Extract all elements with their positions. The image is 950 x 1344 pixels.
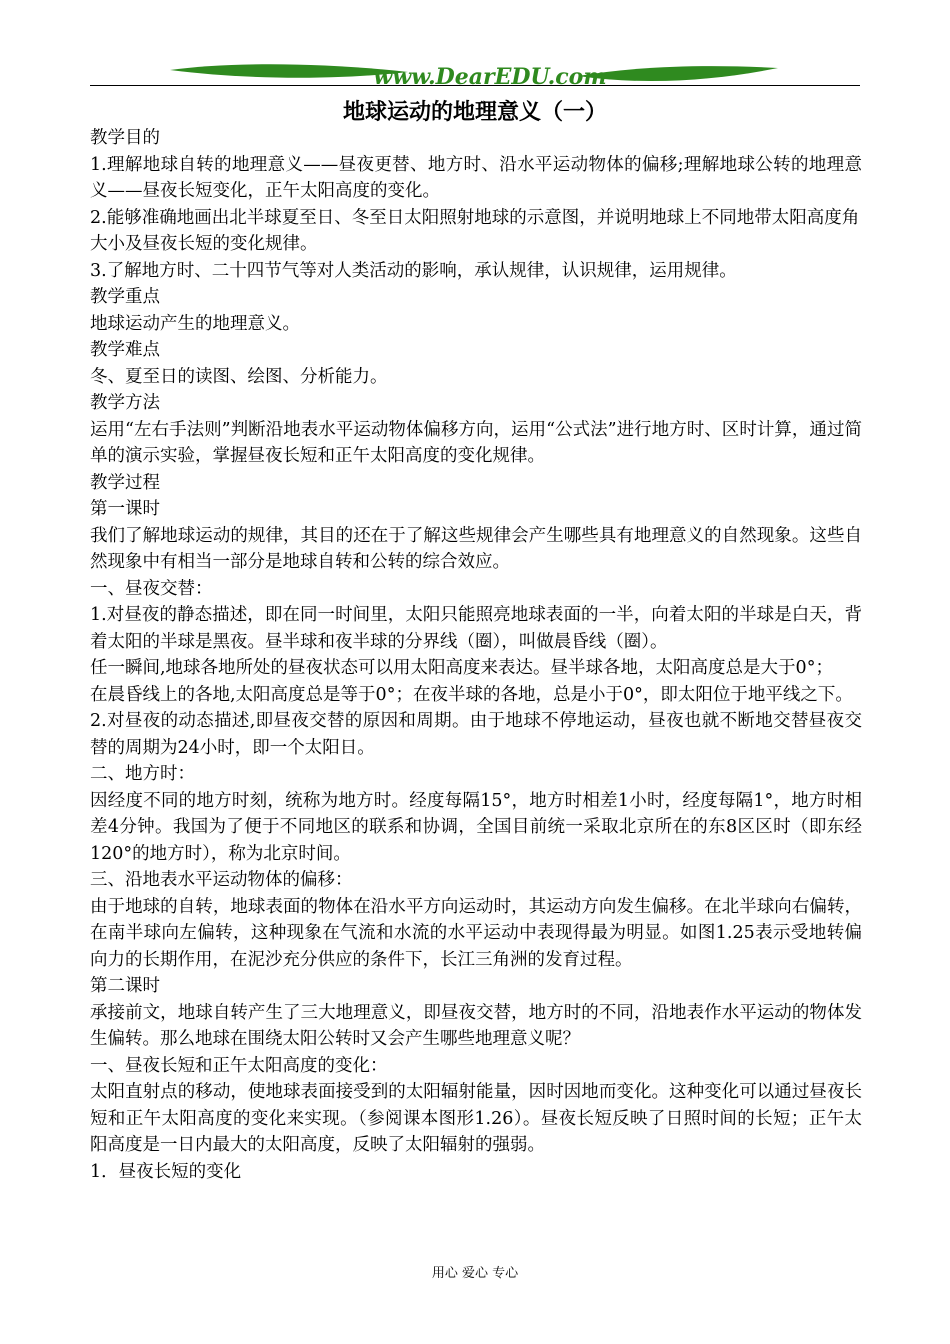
paragraph: 因经度不同的地方时刻，统称为地方时。经度每隔15°，地方时相差1小时，经度每隔1°，地方时相差4分钟。我国为了便于不同地区的联系和协调，全国目前统一采取北京所在的东8区区时（即东经120°的地方时），称为北京时间。 <box>90 790 862 864</box>
paragraph: 地球运动产生的地理意义。 <box>90 313 300 334</box>
document-body <box>90 125 862 1185</box>
paragraph: 教学难点 <box>90 340 160 360</box>
paragraph: 教学重点 <box>90 287 160 307</box>
paragraph: 由于地球的自转，地球表面的物体在沿水平方向运动时，其运动方向发生偏移。在北半球向右偏转，在南半球向左偏转，这种现象在气流和水流的水平运动中表现得最为明显。如图1.25表示受地转偏向力的长期作用，在泥沙充分供应的条件下，长江三角洲的发育过程。 <box>90 896 862 970</box>
paragraph: 承接前文，地球自转产生了三大地理意义，即昼夜交替，地方时的不同，沿地表作水平运动的物体发生偏转。那么地球在围绕太阳公转时又会产生哪些地理意义呢？ <box>90 1002 862 1049</box>
paragraph: 一、昼夜长短和正午太阳高度的变化： <box>90 1055 388 1076</box>
paragraph: 1.对昼夜的静态描述，即在同一时间里，太阳只能照亮地球表面的一半，向着太阳的半球是白天，背着太阳的半球是黑夜。昼半球和夜半球的分界线（圈），叫做晨昏线（圈）。 <box>90 605 862 652</box>
paragraph: 二、地方时： <box>90 764 195 784</box>
right-swoosh <box>578 66 778 81</box>
paragraph: 第一课时 <box>90 499 160 519</box>
paragraph: 1.理解地球自转的地理意义——昼夜更替、地方时、沿水平运动物体的偏移;理解地球公转的地理意义——昼夜长短变化，正午太阳高度的变化。 <box>90 154 862 201</box>
paragraph: 3.了解地方时、二十四节气等对人类活动的影响，承认规律，认识规律，运用规律。 <box>90 260 737 281</box>
paragraph: 冬、夏至日的读图、绘图、分析能力。 <box>90 366 388 387</box>
header-rule <box>90 85 860 86</box>
paragraph: 大小及昼夜长短的变化规律。 <box>90 234 318 254</box>
left-swoosh <box>170 64 408 78</box>
paragraph: 太阳直射点的移动，使地球表面接受到的太阳辐射能量，因时因地而变化。这种变化可以通过昼夜长短和正午太阳高度的变化来实现。（参阅课本图形1.26）。昼夜长短反映了日照时间的长短；正午太阳高度是一日内最大的太阳高度，反映了太阳辐射的强弱。 <box>90 1082 862 1155</box>
site-logo-banner <box>168 58 780 94</box>
paragraph: 运用“左右手法则”判断沿地表水平运动物体偏移方向，运用“公式法”进行地方时、区时计算，通过简单的演示实验，掌握昼夜长短和正午太阳高度的变化规律。 <box>90 419 862 466</box>
paragraph: 在晨昏线上的各地,太阳高度总是等于0°；在夜半球的各地，总是小于0°，即太阳位于地平线之下。 <box>90 684 853 705</box>
paragraph: 三、沿地表水平运动物体的偏移： <box>90 870 353 890</box>
paragraph: 任一瞬间,地球各地所处的昼夜状态可以用太阳高度来表达。昼半球各地，太阳高度总是大于0°； <box>90 658 833 678</box>
paragraph: 1．昼夜长短的变化 <box>90 1161 242 1182</box>
paragraph: 我们了解地球运动的规律，其目的还在于了解这些规律会产生哪些具有地理意义的自然现象。这些自然现象中有相当一部分是地球自转和公转的综合效应。 <box>90 525 862 572</box>
paragraph: 教学目的 <box>90 128 160 148</box>
site-logo-text: www.DearEDU.com <box>373 64 607 90</box>
page-footer: 用心 爱心 专心 <box>431 1266 519 1281</box>
paragraph: 一、昼夜交替： <box>90 578 213 599</box>
document-title: 地球运动的地理意义（一） <box>342 100 607 125</box>
paragraph: 2.对昼夜的动态描述,即昼夜交替的原因和周期。由于地球不停地运动，昼夜也就不断地交替昼夜交替的周期为24小时，即一个太阳日。 <box>90 711 862 758</box>
paragraph: 教学方法 <box>90 393 160 413</box>
paragraph: 教学过程 <box>90 472 160 493</box>
paragraph: 第二课时 <box>90 976 160 996</box>
paragraph: 2.能够准确地画出北半球夏至日、冬至日太阳照射地球的示意图，并说明地球上不同地带太阳高度角 <box>90 207 860 228</box>
